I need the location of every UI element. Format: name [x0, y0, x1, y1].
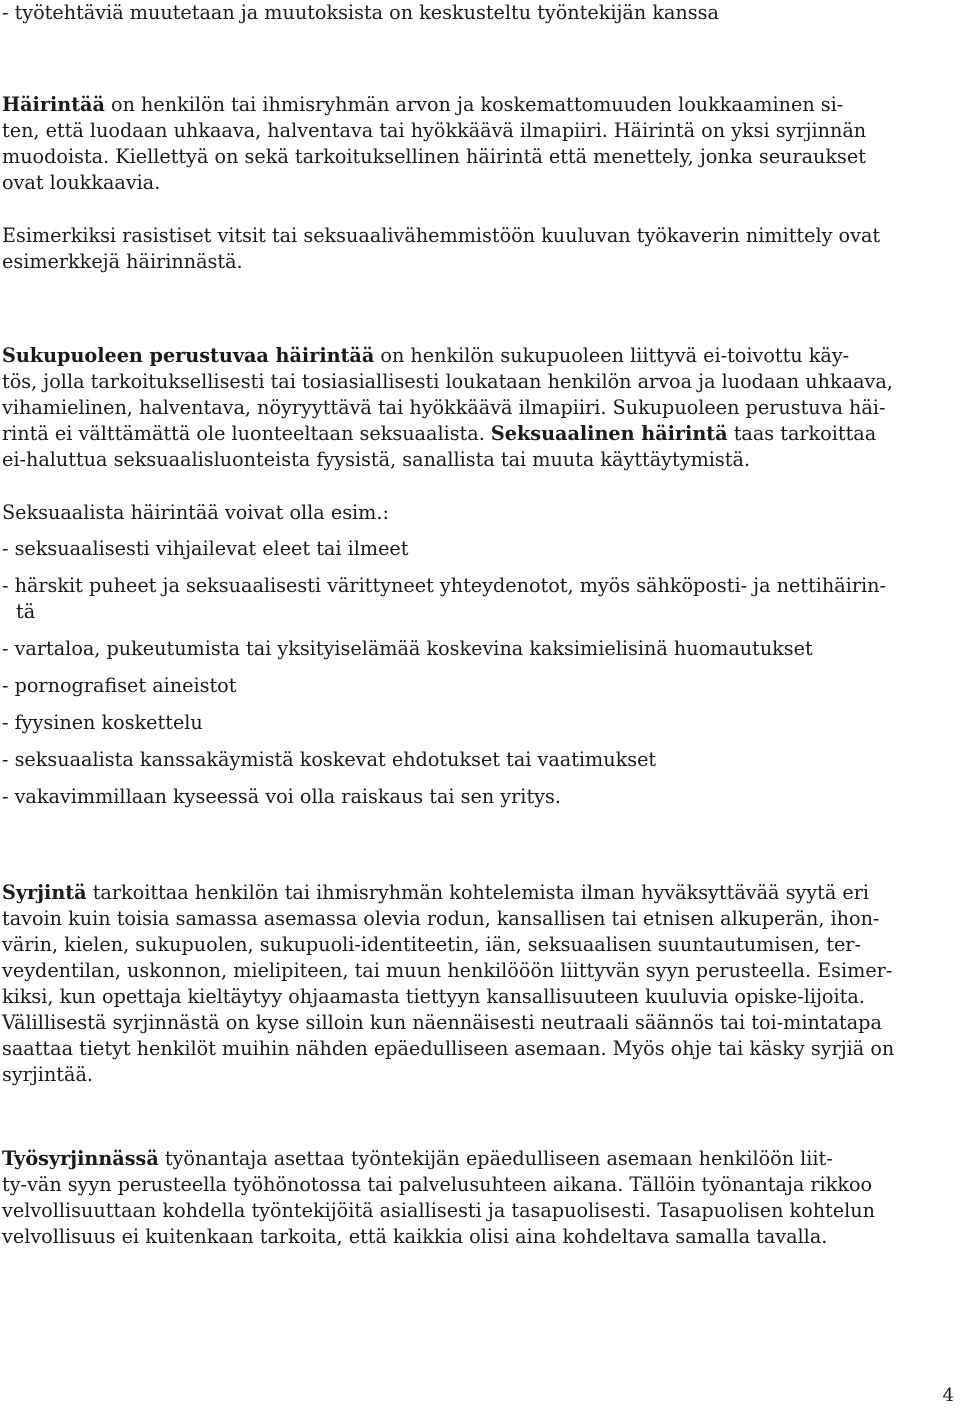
discrimination-line-5: kiksi, kun opettaja kieltäytyy ohjaamasta tiettyyn kansallisuuteen kuuluvia opiske-lijoita. [2, 985, 865, 1008]
intro-line: - työtehtäviä muutetaan ja muutoksista on keskusteltu työntekijän kanssa [2, 1, 719, 24]
harassment-line-3: muodoista. Kiellettyä on sekä tarkoituksellinen häirintä että menettely, jonka seuraukset [2, 145, 866, 168]
list-item: - vakavimmillaan kyseessä voi olla raiskaus tai sen yritys. [2, 785, 561, 808]
work-discrimination-line-3: velvollisuuttaan kohdella työntekijöitä asiallisesti ja tasapuolisesti. Tasapuolisen kohtelun [2, 1199, 875, 1222]
work-discrimination-line-2: ty-vän syyn perusteella työhönotossa tai palvelusuhteen aikana. Tällöin työnantaja rikkoo [2, 1173, 873, 1196]
sexual-harassment-list [2, 536, 957, 821]
gender-harassment-line-1: on henkilön sukupuoleen liittyvä ei-toivottu käy- [374, 344, 850, 367]
sexual-harassment-term: Seksuaalinen häirintä [490, 422, 728, 445]
example-paragraph [2, 223, 880, 275]
sexual-harassment-intro: Seksuaalista häirintää voivat olla esim.: [2, 501, 389, 524]
discrimination-term: Syrjintä [2, 881, 87, 904]
discrimination-line-3: värin, kielen, sukupuolen, sukupuoli-identiteetin, iän, seksuaalisen suuntautumisen, ter- [2, 933, 861, 956]
work-discrimination-paragraph [2, 1146, 875, 1250]
discrimination-line-8: syrjintää. [2, 1063, 93, 1086]
discrimination-line-7: saattaa tietyt henkilöt muihin nähden epäedulliseen asemaan. Myös ohje tai käsky syrjiä on [2, 1037, 895, 1060]
harassment-line-2: ten, että luodaan uhkaava, halventava tai hyökkäävä ilmapiiri. Häirintä on yksi syrjinnän [2, 119, 867, 142]
example-line-1: Esimerkiksi rasistiset vitsit tai seksuaalivähemmistöön kuuluvan työkaverin nimittely ovat [2, 224, 881, 247]
work-discrimination-line-4: velvollisuus ei kuitenkaan tarkoita, että kaikkia olisi aina kohdeltava samalla tavalla. [2, 1225, 828, 1248]
harassment-paragraph [2, 92, 866, 196]
gender-harassment-term: Sukupuoleen perustuvaa häirintää [2, 344, 375, 367]
list-item-line-1: - härskit puheet ja seksuaalisesti värittyneet yhteydenotot, myös sähköposti- ja nettihäirin- [2, 574, 887, 597]
discrimination-line-6: Välillisestä syrjinnästä on kyse silloin kun näennäisesti neutraali säännös tai toi-mintatapa [2, 1011, 882, 1034]
list-item-line-2: tä [16, 600, 36, 623]
gender-harassment-line-3: vihamielinen, halventava, nöyryyttävä tai hyökkäävä ilmapiiri. Sukupuoleen perustuva häi- [2, 396, 886, 419]
work-discrimination-term: Työsyrjinnässä [2, 1147, 159, 1170]
discrimination-line-2: tavoin kuin toisia samassa asemassa olevia rodun, kansallisen tai etnisen alkuperän, ihon- [2, 907, 880, 930]
discrimination-line-4: veydentilan, uskonnon, mielipiteen, tai muun henkilööön liittyvän syyn perusteella. Esimer- [2, 959, 893, 982]
list-item: - seksuaalista kanssakäymistä koskevat ehdotukset tai vaatimukset [2, 748, 657, 771]
example-line-2: esimerkkejä häirinnästä. [2, 250, 243, 273]
harassment-line-4: ovat loukkaavia. [2, 171, 161, 194]
harassment-term: Häirintää [2, 93, 105, 116]
discrimination-paragraph [2, 880, 894, 1088]
gender-harassment-line-2: tös, jolla tarkoituksellisesti tai tosiasiallisesti loukataan henkilön arvoa ja luodaan uhkaava, [2, 370, 893, 393]
list-item [2, 573, 957, 625]
harassment-line-1: on henkilön tai ihmisryhmän arvon ja koskemattomuuden loukkaaminen si- [104, 93, 844, 116]
gender-harassment-paragraph [2, 343, 893, 473]
page-number: 4 [942, 1385, 954, 1406]
work-discrimination-line-1: työnantaja asettaa työntekijän epäedulliseen asemaan henkilöön liit- [158, 1147, 833, 1170]
gender-harassment-line-5: ei-haluttua seksuaalisluonteista fyysistä, sanallista tai muuta käyttäytymistä. [2, 448, 750, 471]
list-item: - fyysinen koskettelu [2, 711, 203, 734]
gender-harassment-line-4-end: taas tarkoittaa [727, 422, 877, 445]
list-item: - pornografiset aineistot [2, 674, 237, 697]
gender-harassment-line-4-start: rintä ei välttämättä ole luonteeltaan seksuaalista. [2, 422, 491, 445]
list-item: - seksuaalisesti vihjailevat eleet tai ilmeet [2, 537, 409, 560]
discrimination-line-1: tarkoittaa henkilön tai ihmisryhmän kohtelemista ilman hyväksyttävää syytä eri [86, 881, 870, 904]
list-item: - vartaloa, pukeutumista tai yksityiselämää koskevina kaksimielisinä huomautukset [2, 637, 813, 660]
